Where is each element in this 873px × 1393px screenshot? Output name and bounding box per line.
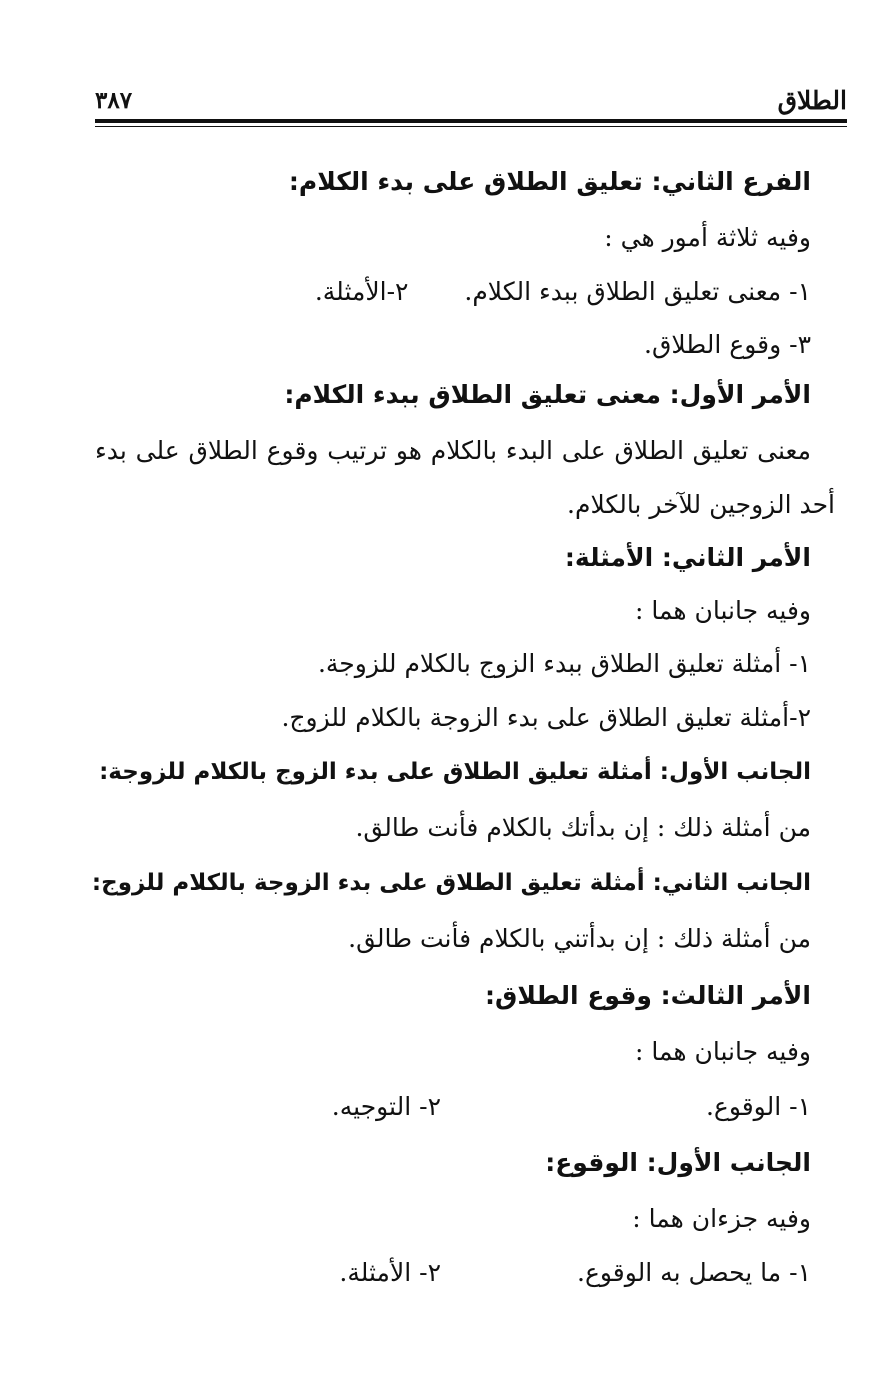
section-heading: الفرع الثاني: تعليق الطلاق على بدء الكلام: (288, 167, 811, 196)
list-item: ١- الوقوع. (705, 1092, 811, 1121)
subsection-heading: الأمر الأول: معنى تعليق الطلاق ببدء الكلام: (284, 380, 811, 409)
list-item (315, 272, 811, 312)
intro-text: وفيه جانبان هما : (634, 596, 811, 625)
paragraph-line: أحد الزوجين للآخر بالكلام. (567, 490, 835, 519)
page-header (95, 86, 847, 116)
example-text: من أمثلة ذلك : إن بدأتني بالكلام فأنت طالق. (348, 924, 811, 953)
running-title: الطلاق (777, 86, 847, 115)
list-item: ٢-أمثلة تعليق الطلاق على بدء الزوجة بالكلام للزوج. (281, 703, 811, 732)
intro-text: وفيه جزءان هما : (632, 1204, 811, 1233)
list-item: ١- أمثلة تعليق الطلاق ببدء الزوج بالكلام للزوجة. (317, 649, 811, 678)
subsection-heading: الجانب الأول: الوقوع: (545, 1148, 811, 1177)
subsection-heading: الجانب الثاني: أمثلة تعليق الطلاق على بدء الزوجة بالكلام للزوج: (91, 870, 811, 896)
subsection-heading: الجانب الأول: أمثلة تعليق الطلاق على بدء الزوج بالكلام للزوجة: (99, 759, 811, 785)
page-number: ٣٨٧ (95, 87, 133, 114)
intro-text: وفيه جانبان هما : (634, 1037, 811, 1066)
list-item: ٢- الأمثلة. (339, 1258, 441, 1287)
intro-text: وفيه ثلاثة أمور هي : (604, 223, 811, 252)
paragraph-line: معنى تعليق الطلاق على البدء بالكلام هو ترتيب وقوع الطلاق على بدء (95, 436, 811, 465)
subsection-heading: الأمر الثالث: وقوع الطلاق: (484, 981, 811, 1010)
subsection-heading: الأمر الثاني: الأمثلة: (564, 543, 811, 572)
list-item: ٣- وقوع الطلاق. (644, 330, 811, 359)
list-item-text: ٢-الأمثلة. (314, 277, 409, 306)
list-item: ٢- التوجيه. (331, 1092, 441, 1121)
header-rule-thin (95, 126, 847, 127)
list-item: ١- ما يحصل به الوقوع. (577, 1258, 811, 1287)
header-rule-thick (95, 119, 847, 123)
example-text: من أمثلة ذلك : إن بدأتك بالكلام فأنت طالق. (355, 813, 811, 842)
list-item-text: ١- معنى تعليق الطلاق ببدء الكلام. (464, 277, 811, 306)
